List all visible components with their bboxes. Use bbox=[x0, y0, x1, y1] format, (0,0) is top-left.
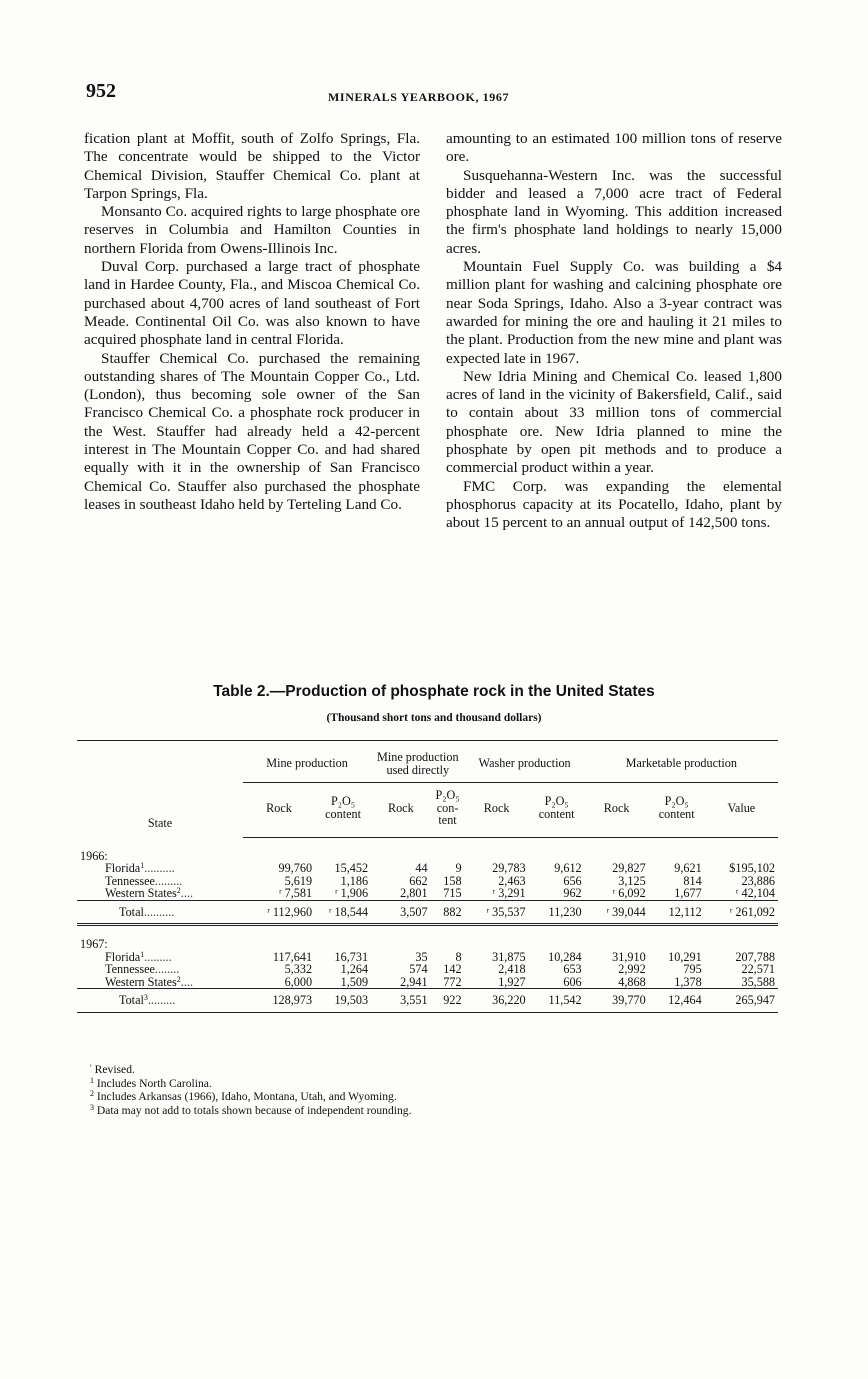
paragraph: fication plant at Moffit, south of Zolfo Springs, Fla. The concentrate would be shipped to the Victor Chemical Division, Stauffer Chemical Co. plant at Tarpon Springs, Fla. bbox=[84, 130, 420, 202]
total-value-cell: 39,770 bbox=[585, 989, 649, 1013]
paragraph: FMC Corp. was expanding the elemental phosphorus capacity at its Pocatello, Idaho, plant by about 15 percent to an annual output of 142,500 tons. bbox=[446, 477, 782, 532]
value-cell: 99,760 bbox=[278, 861, 313, 875]
footnotes bbox=[90, 1063, 411, 1117]
value-cell: ʳ 7,581 bbox=[278, 886, 313, 900]
leader-dots: ......... bbox=[154, 873, 183, 888]
year-row bbox=[77, 837, 778, 862]
state-name: Total bbox=[119, 993, 144, 1007]
value-cell: 2,941 bbox=[400, 974, 428, 989]
total-value-cell: ʳ 261,092 bbox=[705, 900, 778, 925]
page-number: 952 bbox=[86, 80, 116, 102]
paragraph: Duval Corp. purchased a large tract of phosphate land in Hardee County, Fla., and Miscoa Chemical Co. purchased about 4,700 acres of land southeast of Fort Meade. Continental Oil Co. was also known to have acquired phosphate land in central Florida. bbox=[84, 258, 420, 349]
footnote-mark: 1 bbox=[90, 1075, 94, 1085]
right-text-column bbox=[446, 130, 782, 533]
value-cell: 1,378 bbox=[674, 974, 702, 989]
state-name: Western States bbox=[105, 886, 177, 900]
total-value-cell: 922 bbox=[431, 989, 465, 1013]
footnote-text: Includes Arkansas (1966), Idaho, Montana, Utah, and Wyoming. bbox=[94, 1090, 397, 1104]
running-head: MINERALS YEARBOOK, 1967 bbox=[328, 90, 510, 104]
footnote-ref: 1 bbox=[140, 949, 145, 959]
header-p2o5: P₂O₅ con- tent bbox=[431, 783, 465, 838]
value-cell: 5,619 bbox=[284, 873, 313, 888]
total-value-cell: ʳ 18,544 bbox=[315, 900, 371, 925]
table-subtitle: (Thousand short tons and thousand dollars) bbox=[326, 712, 542, 724]
table-row bbox=[77, 976, 778, 989]
value-cell: ʳ 3,291 bbox=[492, 886, 526, 900]
total-value-cell: 19,503 bbox=[315, 989, 371, 1013]
total-value-cell: ʳ 39,044 bbox=[585, 900, 649, 925]
value-cell: 29,783 bbox=[492, 861, 526, 875]
paragraph: New Idria Mining and Chemical Co. leased 1,800 acres of land in the vicinity of Bakersfield, Calif., said to contain about 33 million tons of commercial phosphate ore. New Idria planned to mine the phosphate by open pit methods and to produce a commercial product within a year. bbox=[446, 367, 782, 477]
total-value-cell: 3,551 bbox=[371, 989, 431, 1013]
header-mine-used-directly: Mine production used directly bbox=[371, 741, 465, 783]
state-name: Western States bbox=[105, 974, 177, 989]
state-name: Tennessee bbox=[105, 962, 155, 976]
value-cell: 29,827 bbox=[612, 861, 646, 875]
paragraph: Susquehanna-Western Inc. was the successful bidder and leased a 7,000 acre tract of Federal phosphate land in Wyoming. This addition increased the firm's phosphate land holdings to nearly 15,000 acres. bbox=[446, 166, 782, 257]
value-cell: 814 bbox=[683, 873, 702, 888]
leader-dots: .......... bbox=[144, 861, 175, 875]
leader-dots: ......... bbox=[144, 949, 172, 964]
value-cell: 656 bbox=[563, 873, 582, 888]
state-cell bbox=[77, 976, 243, 989]
total-value-cell: 882 bbox=[431, 900, 465, 925]
header-p2o5: P₂O₅ content bbox=[315, 783, 371, 838]
year-row bbox=[77, 925, 778, 951]
value-cell: 10,291 bbox=[668, 949, 702, 964]
value-cell: 1,927 bbox=[498, 974, 526, 989]
leader-dots: .... bbox=[180, 886, 193, 900]
total-value-cell: 265,947 bbox=[705, 989, 778, 1013]
value-cell: 16,731 bbox=[334, 949, 369, 964]
paragraph: Monsanto Co. acquired rights to large phosphate ore reserves in Columbia and Hamilton Counties in northern Florida from Owens-Illinois Inc. bbox=[84, 203, 420, 257]
value-cell: 8 bbox=[455, 949, 462, 964]
value-cell: ʳ 42,104 bbox=[735, 886, 775, 900]
production-table bbox=[77, 740, 778, 1013]
leader-dots: ......... bbox=[147, 993, 176, 1007]
value-cell: 962 bbox=[563, 886, 582, 900]
value-cell: 3,125 bbox=[618, 873, 646, 888]
footnote-text: Data may not add to totals shown because of independent rounding. bbox=[94, 1103, 412, 1117]
table-row bbox=[77, 887, 778, 900]
leader-dots: .... bbox=[180, 974, 193, 989]
footnote-mark: 2 bbox=[90, 1089, 94, 1099]
value-cell: 2,992 bbox=[618, 962, 646, 976]
total-value-cell: 12,112 bbox=[649, 900, 705, 925]
value-cell: 31,910 bbox=[612, 949, 646, 964]
footnote-mark: 3 bbox=[90, 1102, 94, 1112]
state-name: Total bbox=[119, 904, 144, 919]
header-washer-production: Washer production bbox=[465, 741, 585, 783]
header-rock: Rock bbox=[371, 783, 431, 838]
total-value-cell: 3,507 bbox=[371, 900, 431, 925]
value-cell: 117,641 bbox=[272, 949, 313, 964]
total-row bbox=[77, 900, 778, 925]
value-cell: 22,571 bbox=[741, 962, 775, 976]
footnote bbox=[90, 1104, 411, 1118]
value-cell: 44 bbox=[415, 861, 428, 875]
paragraph: Stauffer Chemical Co. purchased the remaining outstanding shares of The Mountain Copper Co., Ltd. (London), thus becoming sole owner of the San Francisco Chemical Co. a phosphate rock producer in the West. Stauffer had already held a 42-percent interest in The Mountain Copper Co. and had shared equally with it in the ownership of San Francisco Chemical Co. Stauffer also purchased the phosphate leases in southeast Idaho held by Terteling Land Co. bbox=[84, 349, 420, 513]
year-label: 1966: bbox=[80, 848, 108, 863]
value-cell: 2,418 bbox=[498, 962, 526, 976]
value-cell: 715 bbox=[443, 886, 462, 900]
value-cell: 10,284 bbox=[548, 949, 582, 964]
footnote-mark: ʳ bbox=[90, 1062, 92, 1071]
total-value-cell: ʳ 112,960 bbox=[243, 900, 315, 925]
header-p2o5: P₂O₅ content bbox=[529, 783, 585, 838]
footnote-text: Includes North Carolina. bbox=[94, 1076, 212, 1090]
value-cell: 9 bbox=[455, 861, 462, 875]
total-value-cell: 12,464 bbox=[649, 989, 705, 1013]
footnote bbox=[90, 1063, 411, 1077]
value-cell: 207,788 bbox=[735, 949, 775, 964]
header-rock: Rock bbox=[465, 783, 529, 838]
value-cell: 9,612 bbox=[554, 861, 582, 875]
header-p2o5: P₂O₅ content bbox=[649, 783, 705, 838]
state-cell bbox=[77, 989, 243, 1013]
value-cell: 2,801 bbox=[400, 886, 428, 900]
footnote-text: Revised. bbox=[91, 1063, 135, 1076]
value-cell: 1,264 bbox=[340, 962, 369, 976]
footnote bbox=[90, 1077, 411, 1091]
value-cell: ʳ 6,092 bbox=[612, 886, 646, 900]
paragraph: Mountain Fuel Supply Co. was building a $4 million plant for washing and calcining phosphate ore near Soda Springs, Idaho. Also a 3-year contract was awarded for mining the ore and hauling it 21 miles to the plant. Production from the new mine and plant was expected late in 1967. bbox=[446, 258, 782, 367]
value-cell: 35,588 bbox=[741, 974, 775, 989]
value-cell: 2,463 bbox=[498, 873, 526, 888]
value-cell: 9,621 bbox=[674, 861, 702, 875]
total-value-cell: 11,542 bbox=[529, 989, 585, 1013]
total-value-cell: ʳ 35,537 bbox=[465, 900, 529, 925]
value-cell: 574 bbox=[409, 962, 428, 976]
header-rock: Rock bbox=[243, 783, 315, 838]
left-text-column bbox=[84, 130, 420, 514]
leader-dots: ........ bbox=[154, 962, 180, 976]
value-cell: 1,186 bbox=[340, 873, 369, 888]
value-cell: 15,452 bbox=[334, 861, 369, 875]
value-cell: 31,875 bbox=[492, 949, 526, 964]
paragraph: amounting to an estimated 100 million tons of reserve ore. bbox=[446, 130, 782, 166]
footnote-ref: 1 bbox=[140, 861, 145, 870]
value-cell: 795 bbox=[683, 962, 702, 976]
total-value-cell: 11,230 bbox=[529, 900, 585, 925]
state-name: Florida bbox=[105, 949, 141, 964]
total-row bbox=[77, 989, 778, 1013]
value-cell: 142 bbox=[443, 962, 462, 976]
value-cell: 158 bbox=[443, 873, 462, 888]
value-cell: $195,102 bbox=[729, 861, 775, 875]
value-cell: 35 bbox=[415, 949, 428, 964]
table-title: Table 2.—Production of phosphate rock in the United States bbox=[213, 683, 655, 700]
value-cell: 662 bbox=[409, 873, 428, 888]
value-cell: 772 bbox=[443, 974, 462, 989]
value-cell: 653 bbox=[563, 962, 582, 976]
header-value: Value bbox=[705, 783, 778, 838]
state-cell bbox=[77, 887, 243, 900]
footnote-ref: 2 bbox=[176, 886, 181, 895]
footnote-ref: 3 bbox=[143, 993, 148, 1002]
value-cell: ʳ 1,906 bbox=[334, 886, 369, 900]
value-cell: 23,886 bbox=[741, 873, 775, 888]
value-cell: 4,868 bbox=[618, 974, 646, 989]
leader-dots: .......... bbox=[143, 904, 175, 919]
value-cell: 5,332 bbox=[284, 962, 313, 976]
value-cell: 606 bbox=[563, 974, 582, 989]
state-name: Tennessee bbox=[105, 873, 155, 888]
state-name: Florida bbox=[105, 861, 141, 875]
header-marketable-production: Marketable production bbox=[585, 741, 778, 783]
year-label: 1967: bbox=[80, 937, 108, 951]
value-cell: 1,509 bbox=[340, 974, 369, 989]
total-value-cell: 36,220 bbox=[465, 989, 529, 1013]
total-value-cell: 128,973 bbox=[243, 989, 315, 1013]
footnote bbox=[90, 1090, 411, 1104]
state-cell bbox=[77, 900, 243, 925]
footnote-ref: 2 bbox=[176, 974, 181, 984]
value-cell: 1,677 bbox=[674, 886, 702, 900]
table-body bbox=[77, 837, 778, 1012]
header-state: State bbox=[77, 741, 243, 838]
header-rock: Rock bbox=[585, 783, 649, 838]
value-cell: 6,000 bbox=[284, 974, 313, 989]
header-mine-production: Mine production bbox=[243, 741, 371, 783]
